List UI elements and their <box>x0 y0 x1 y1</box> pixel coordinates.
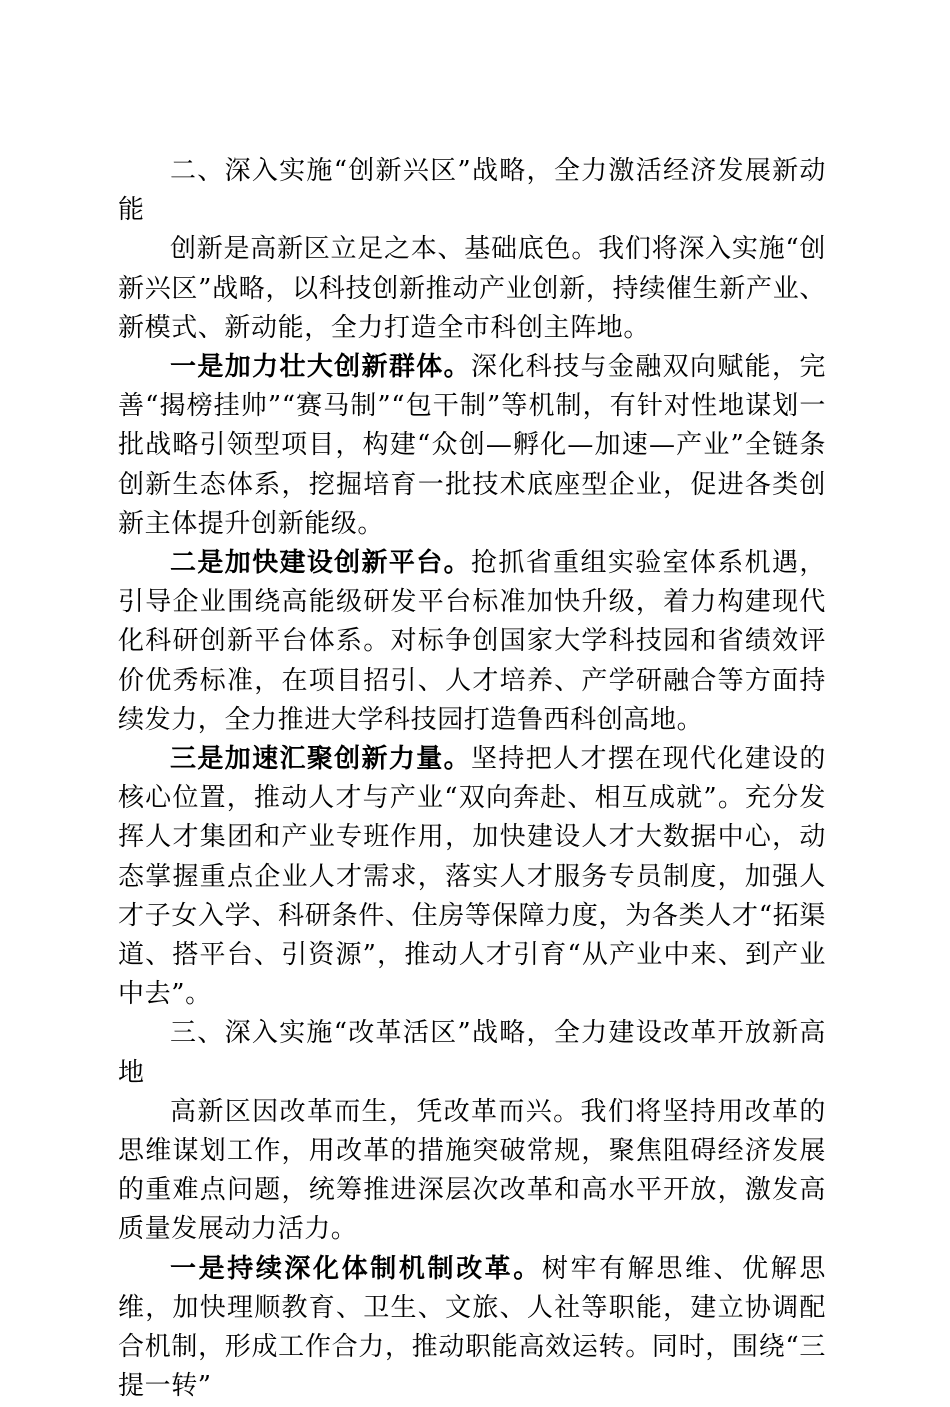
item-text: 深化科技与金融双向赋能，完善“揭榜挂帅”“赛马制”“包干制”等机制，有针对性地谋划一批战略引领型项目，构建“众创—孵化—加速—产业”全链条创新生态体系，挖掘培育一批技术底座型企业，促进各类创新主体提升创新能级。 <box>118 352 826 539</box>
section-2-item-1 <box>118 348 826 544</box>
section-3-item-1 <box>118 1250 826 1407</box>
section-2-intro: 创新是高新区立足之本、基础底色。我们将深入实施“创新兴区”战略，以科技创新推动产业创新，持续催生新产业、新模式、新动能，全力打造全市科创主阵地。 <box>118 234 826 343</box>
section-3-intro: 高新区因改革而生，凭改革而兴。我们将坚持用改革的思维谋划工作，用改革的措施突破常规，聚焦阻碍经济发展的重难点问题，统筹推进深层次改革和高水平开放，激发高质量发展动力活力。 <box>118 1096 826 1245</box>
item-text: 抢抓省重组实验室体系机遇，引导企业围绕高能级研发平台标准加快升级，着力构建现代化科研创新平台体系。对标争创国家大学科技园和省绩效评价优秀标准，在项目招引、人才培养、产学研融合等方面持续发力，全力推进大学科技园打造鲁西科创高地。 <box>118 548 826 735</box>
item-lead: 三是加速汇聚创新力量。 <box>170 744 472 775</box>
item-lead: 一是持续深化体制机制改革。 <box>170 1253 542 1284</box>
section-heading-3: 三、深入实施“改革活区”战略，全力建设改革开放新高地 <box>118 1018 826 1088</box>
item-text: 坚持把人才摆在现代化建设的核心位置，推动人才与产业“双向奔赴、相互成就”。充分发挥人才集团和产业专班作用，加快建设人才大数据中心，动态掌握重点企业人才需求，落实人才服务专员制度，加强人才子女入学、科研条件、住房等保障力度，为各类人才“拓渠道、搭平台、引资源”，推动人才引育“从产业中来、到产业中去”。 <box>118 744 826 1010</box>
section-2-item-2 <box>118 544 826 740</box>
document-body <box>118 152 826 1407</box>
item-text: 树牢有解思维、优解思维，加快理顺教育、卫生、文旅、人社等职能，建立协调配合机制，形成工作合力，推动职能高效运转。同时，围绕“三提一转” <box>118 1253 826 1402</box>
section-heading-2: 二、深入实施“创新兴区”战略，全力激活经济发展新动能 <box>118 156 826 226</box>
section-2-item-3 <box>118 740 826 1014</box>
item-lead: 一是加力壮大创新群体。 <box>170 352 472 383</box>
item-lead: 二是加快建设创新平台。 <box>170 548 472 579</box>
